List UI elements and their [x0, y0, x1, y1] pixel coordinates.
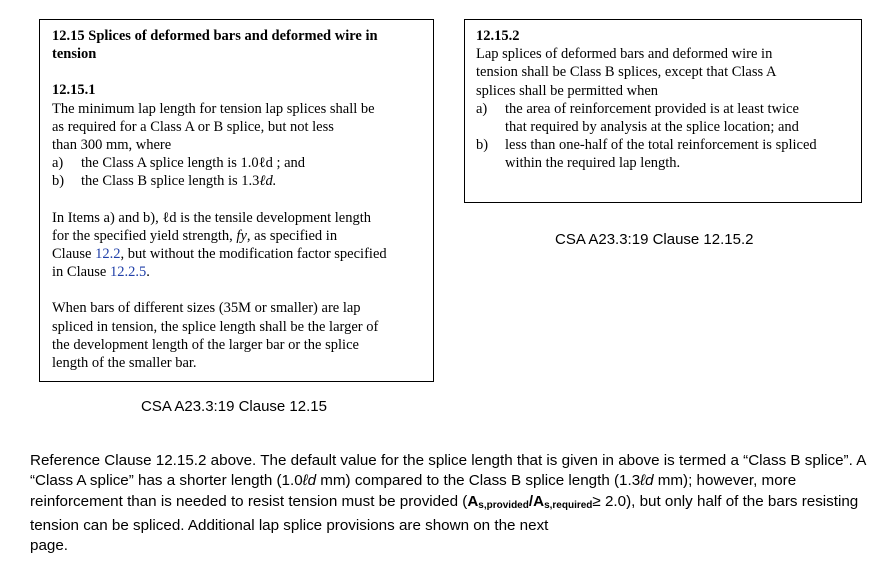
clause-line: splices shall be permitted when — [476, 82, 659, 99]
text-span: ≥ 2.0), but only half of the bars resisting tension can be spliced. Additional lap splice provisions are shown on the next — [30, 492, 859, 534]
intro-line: The minimum lap length for tension lap splices shall be — [52, 100, 375, 117]
item-text — [505, 100, 853, 136]
text-span: , as specified in — [246, 227, 338, 244]
para2-line — [52, 263, 423, 281]
intro-line: as required for a Class A or B splice, but not less — [52, 118, 334, 135]
caption-clause-12-15-2: CSA A23.3:19 Clause 12.15.2 — [555, 231, 754, 248]
item-text — [81, 172, 423, 190]
list-item-a — [52, 154, 423, 172]
text-span: Clause — [52, 246, 92, 263]
as-provided-symbol — [467, 493, 592, 510]
para2-line — [52, 227, 423, 245]
text-span: , but without the modification factor specified — [120, 246, 387, 263]
text-span: . — [146, 264, 150, 281]
item-label: a) — [52, 155, 64, 172]
para3-line: spliced in tension, the splice length shall be the larger of — [52, 318, 379, 335]
list-item-b — [476, 136, 853, 172]
text-span: for the specified yield strength, — [52, 227, 233, 244]
clause-title: 12.15 Splices of deformed bars and deformed wire in tension — [52, 28, 378, 63]
item-line: that required by analysis at the splice location; and — [505, 119, 799, 136]
clause-heading: 12.15.2 — [476, 28, 520, 44]
clause-line: Lap splices of deformed bars and deformed wire in — [476, 46, 773, 63]
fy-symbol: fy — [236, 227, 247, 244]
item-label: b) — [52, 173, 65, 190]
clause-link-12-2[interactable]: 12.2 — [95, 246, 121, 263]
para2-line: In Items a) and b), ℓd is the tensile development length — [52, 209, 372, 226]
item-line: within the required lap length. — [505, 155, 681, 172]
subscript: s,required — [544, 499, 593, 511]
list-item-a — [476, 100, 853, 136]
item-text-pre: the Class B splice length is 1.3 — [81, 173, 260, 190]
text-span: in Clause — [52, 264, 107, 281]
subscript: s,provided — [478, 499, 529, 511]
text-span: / — [528, 492, 534, 510]
para3-line: length of the smaller bar. — [52, 355, 197, 372]
text-span: A — [467, 492, 479, 510]
text-span: A — [533, 492, 545, 510]
list-item-b — [52, 172, 423, 190]
intro-line: than 300 mm, where — [52, 137, 172, 154]
para3-line: When bars of different sizes (35M or smaller) are lap — [52, 300, 361, 317]
para3-line: the development length of the larger bar or the splice — [52, 336, 359, 353]
item-text: the Class A splice length is 1.0ℓd ; and — [81, 155, 306, 172]
item-label: b) — [476, 137, 489, 154]
reference-paragraph — [30, 451, 875, 556]
item-line: less than one-half of the total reinforcement is spliced — [505, 137, 817, 154]
clause-12-15-box — [39, 19, 434, 382]
clause-subheading: 12.15.1 — [52, 82, 96, 99]
clause-12-15-2-box — [464, 19, 862, 203]
ld-symbol: ℓd — [302, 472, 317, 490]
caption-clause-12-15: CSA A23.3:19 Clause 12.15 — [141, 398, 327, 415]
ld-symbol: ℓd — [640, 472, 654, 490]
item-line: the area of reinforcement provided is at least twice — [505, 100, 799, 117]
clause-link-12-2-5[interactable]: 12.2.5 — [110, 264, 147, 281]
clause-line: tension shall be Class B splices, except that Class A — [476, 64, 777, 81]
item-text-ital: ℓd. — [259, 173, 277, 190]
text-span: page. — [30, 537, 69, 555]
text-span: mm); however, more reinforcement than is needed to resist tension must be provided ( — [30, 472, 797, 510]
para2-line — [52, 245, 423, 263]
text-span: Reference Clause 12.15.2 above. The default value for the splice length that is given in above is termed a “Class B splice”. A “Class A splice” has a shorter length (1.0 — [30, 452, 866, 490]
text-span: mm) compared to the Class B splice length (1.3 — [316, 472, 641, 490]
item-text — [505, 136, 853, 172]
item-label: a) — [476, 100, 488, 117]
